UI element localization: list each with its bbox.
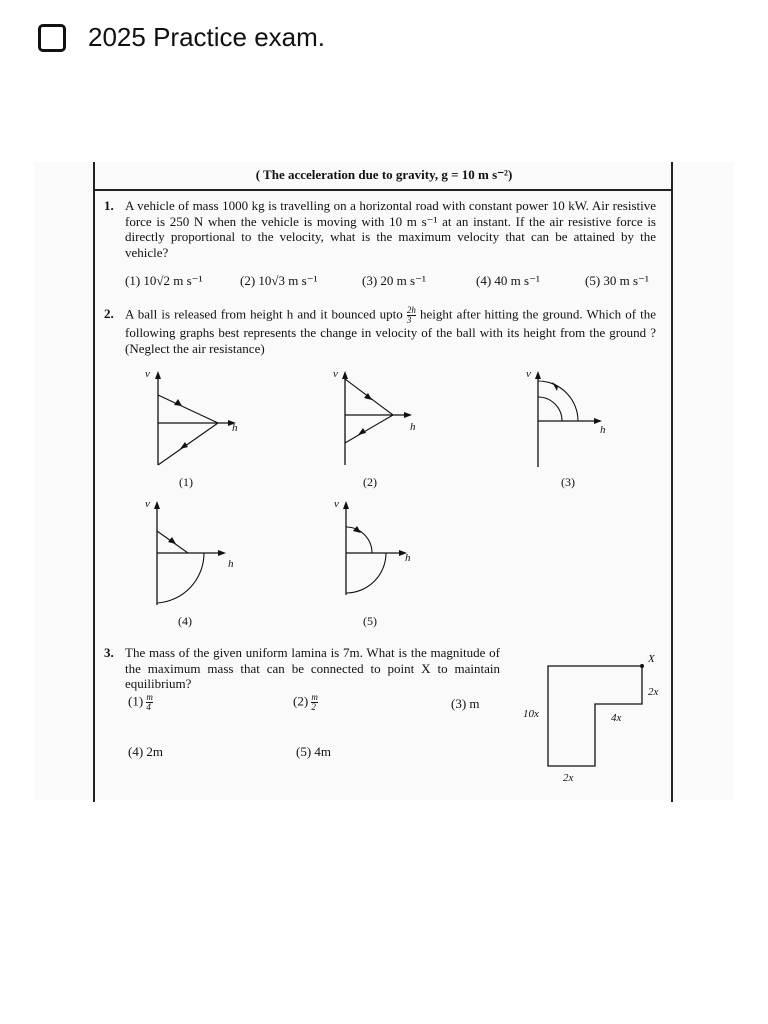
graph-4-v-label: v [145, 498, 150, 510]
graph-3-label: (3) [561, 475, 575, 489]
graph-5-h-label: h [405, 552, 411, 564]
graph-5-v-label: v [334, 498, 339, 510]
q2-text-after: height after hitting the ground. Which of the following graphs best represents the change in velocity of the ball with its height from the ground ? (Neglect the air resistance) [125, 306, 657, 356]
task-checkbox[interactable] [38, 24, 66, 52]
lamina-right-label: 2x [648, 686, 659, 698]
q3-option-3[interactable]: (3) m [451, 696, 480, 711]
q1-option-1[interactable]: (1) 10√2 m s⁻¹ [125, 273, 203, 288]
page-border-right [671, 162, 673, 802]
q3-text: The mass of the given uniform lamina is 7m. What is the magnitude of the maximum mass that can be connected to point X to maintain equilibrium? [125, 645, 500, 691]
q3-option-1-fraction: $\frac{m}{4}$ [146, 692, 153, 712]
page-border-left [93, 162, 95, 802]
q1-text: A vehicle of mass 1000 kg is travelling on a horizontal road with constant power 10 kW. Air resistive force is 250 N when the vehicle is moving with 10 m s⁻¹ at an instant. If the air resistive force is directly proportional to the velocity, what is the maximum velocity that can be attained by the vehicle? [125, 198, 656, 260]
lamina-left-label: 10x [523, 708, 539, 720]
graph-1-label: (1) [179, 475, 193, 489]
graph-4-label: (4) [178, 614, 192, 628]
q3-option-4[interactable]: (4) 2m [128, 744, 164, 759]
q3-option-2[interactable]: (2) $\frac{m}{2}$ [293, 692, 318, 712]
q2-text [125, 306, 656, 356]
graph-3-v-label: v [526, 368, 531, 380]
graph-1 [140, 365, 260, 475]
q3-number: 3. [104, 645, 114, 660]
graph-4-h-label: h [228, 558, 234, 570]
header-divider [93, 189, 673, 191]
q1-number: 1. [104, 198, 114, 213]
q3-option-1[interactable]: (1) $\frac{m}{4}$ [128, 692, 153, 712]
graph-3-h-label: h [600, 424, 606, 436]
graph-2-v-label: v [333, 368, 338, 380]
q2-fraction: $\frac{2h}{3}$ [406, 305, 416, 325]
lamina-inner-label: 4x [611, 712, 622, 724]
graph-3 [522, 365, 642, 475]
q1-option-5[interactable]: (5) 30 m s⁻¹ [585, 273, 649, 288]
q3-option-2-fraction: $\frac{m}{2}$ [311, 692, 318, 712]
graph-5-label: (5) [363, 614, 377, 628]
lamina-figure [520, 650, 660, 784]
task-title: 2025 Practice exam. [88, 22, 326, 52]
q3-option-5[interactable]: (5) 4m [296, 744, 332, 759]
lamina-point-label: X [648, 653, 655, 665]
q1-option-3[interactable]: (3) 20 m s⁻¹ [362, 273, 426, 288]
q1-option-2[interactable]: (2) 10√3 m s⁻¹ [240, 273, 318, 288]
graph-1-h-label: h [232, 422, 238, 434]
graph-4 [142, 495, 262, 610]
q1-option-4[interactable]: (4) 40 m s⁻¹ [476, 273, 540, 288]
q2-number: 2. [104, 306, 114, 321]
q2-text-before: A ball is released from height h and it bounced upto [125, 306, 403, 322]
task-header [38, 22, 325, 53]
graph-2 [328, 365, 448, 475]
graph-2-label: (2) [363, 475, 377, 489]
graph-1-v-label: v [145, 368, 150, 380]
graph-5 [331, 495, 451, 610]
lamina-bottom-label: 2x [563, 772, 574, 784]
gravity-note: ( The acceleration due to gravity, g = 10 m s⁻²) [255, 167, 513, 182]
graph-2-h-label: h [410, 421, 416, 433]
